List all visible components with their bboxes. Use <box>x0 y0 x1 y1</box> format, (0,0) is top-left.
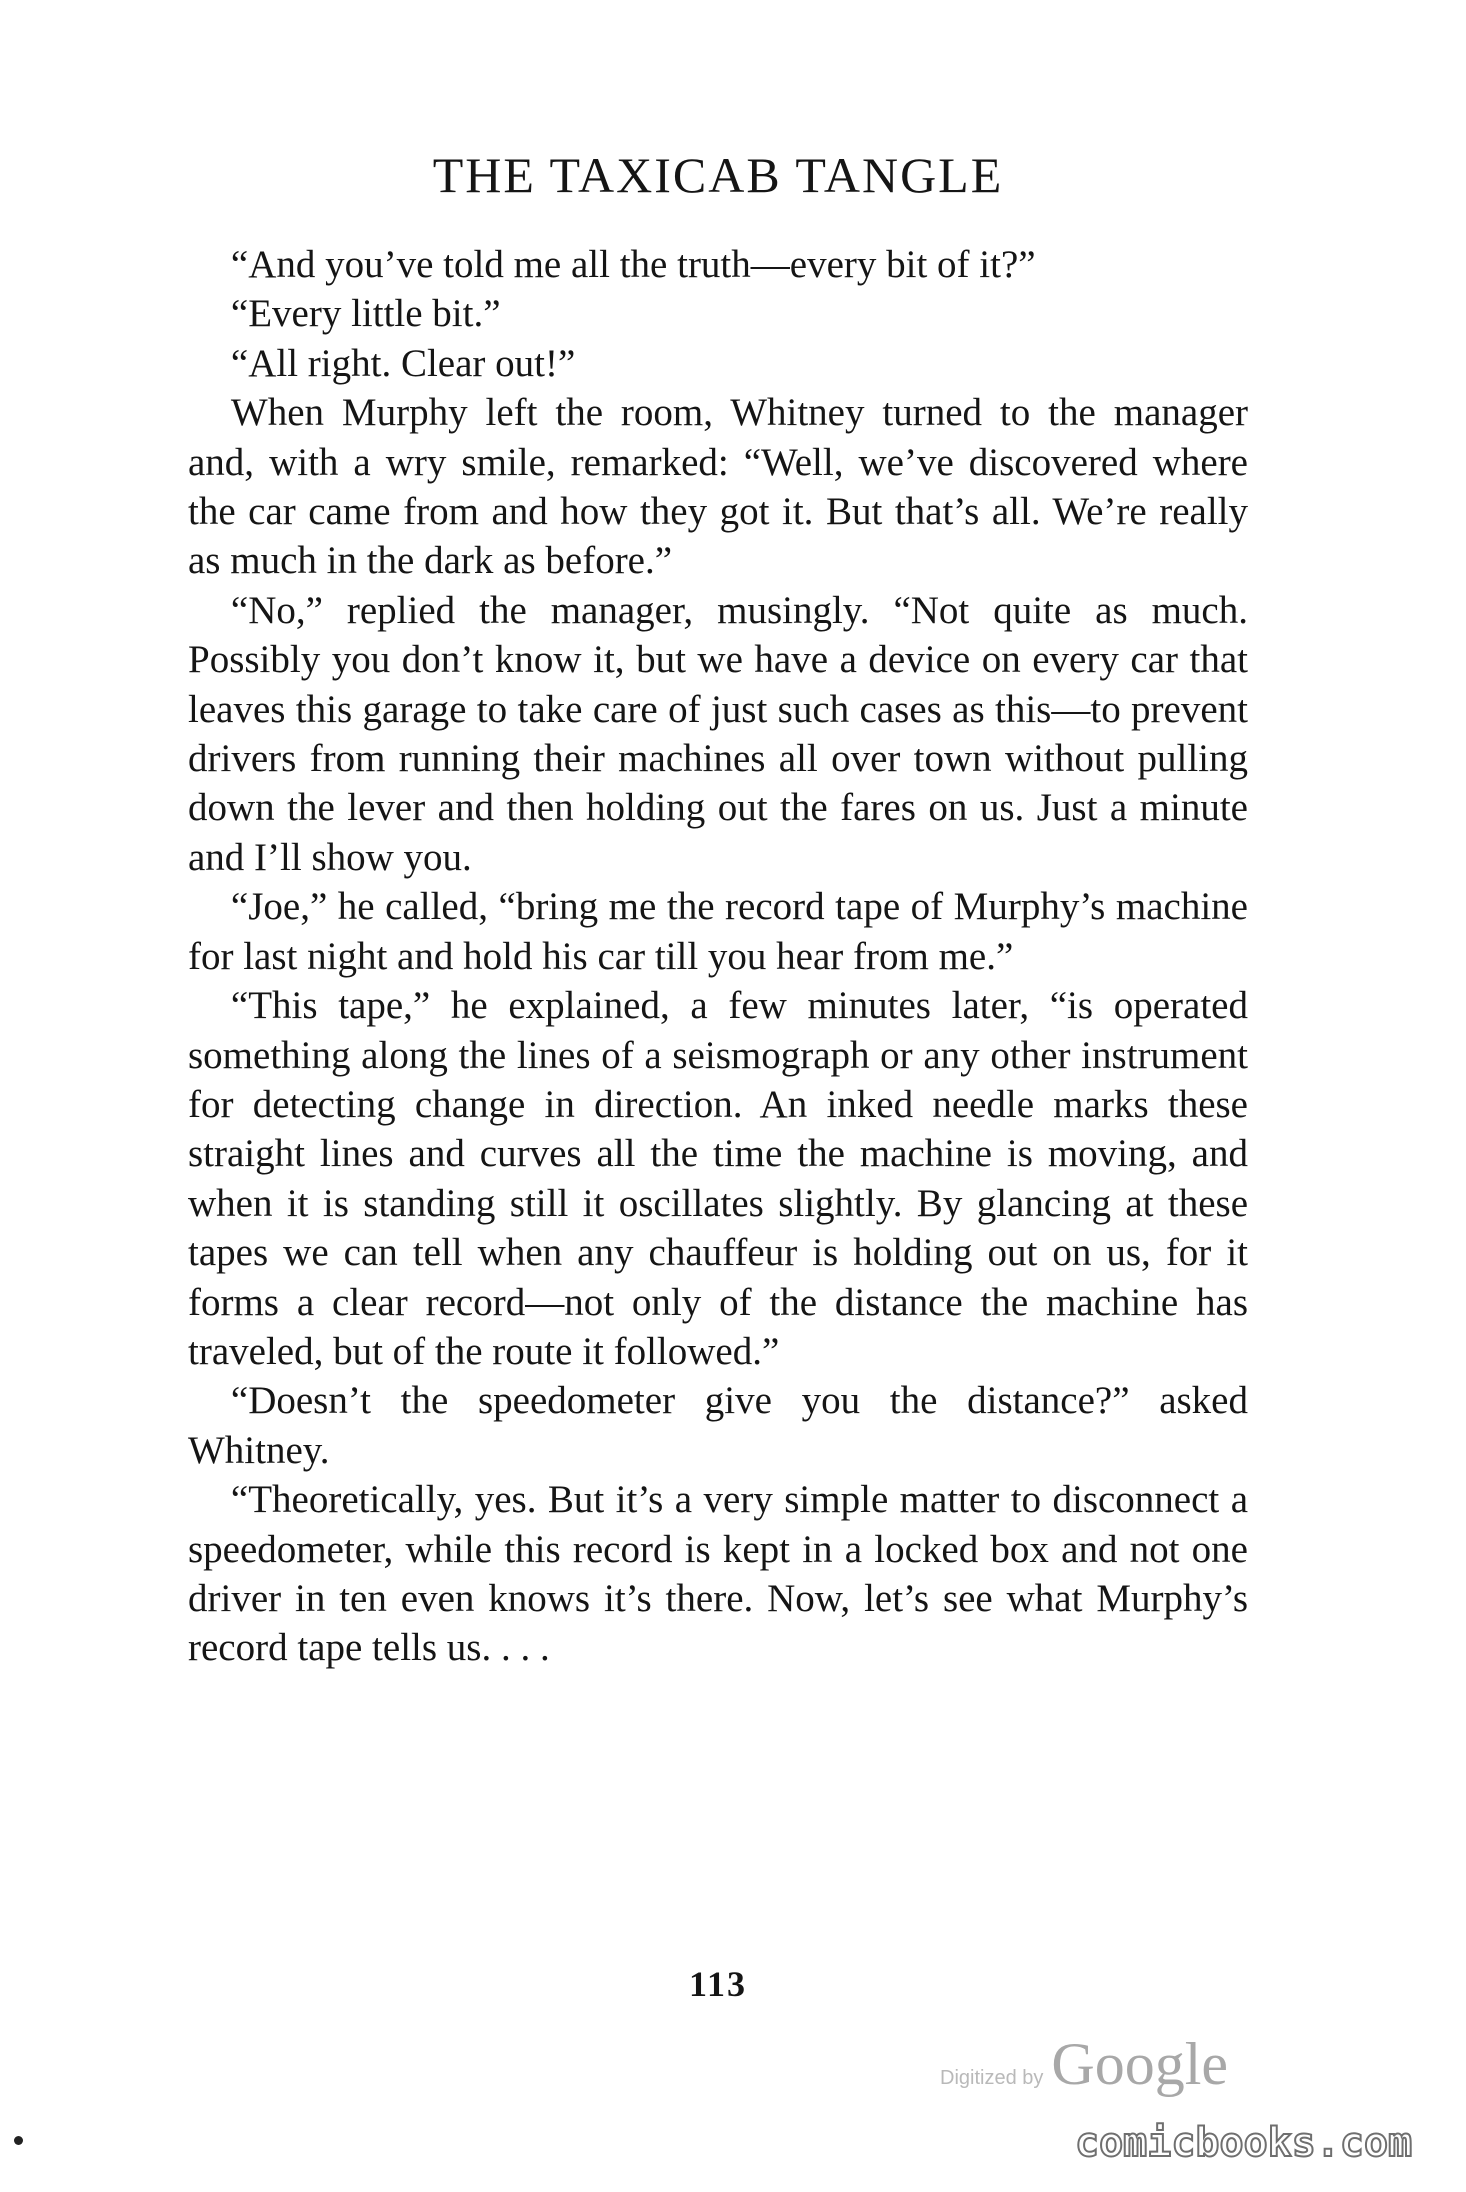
digitized-by-google-watermark <box>940 2030 1320 2110</box>
paragraph: “All right. Clear out!” <box>230 341 576 385</box>
digitized-by-label: Digitized by <box>940 2067 1044 2089</box>
page-number: 113 <box>688 1964 747 2004</box>
paragraph: “Every little bit.” <box>230 292 501 336</box>
running-head: THE TAXICAB TANGLE <box>432 147 1004 203</box>
body-text <box>188 240 1248 1673</box>
paragraph: “No,” replied the manager, musingly. “Not quite as much. Possibly you don’t know it, but we have a device on every car that leaves this garage to take care of just such cases as this—to prevent drivers from running their machines all over town without pulling down the lever and then holding out the fares on us. Just a minute and I’ll show you. <box>188 588 1248 879</box>
paragraph: “And you’ve told me all the truth—every bit of it?” <box>230 243 1036 286</box>
paragraph: “This tape,” he explained, a few minutes later, “is operated something along the lines of a seismograph or any other instrument for detecting change in direction. An inked needle marks these straight lines and curves all the time the machine is moving, and when it is standing still it oscillates slightly. By glancing at these tapes we can tell when any chauffeur is holding out on us, for it forms a clear record—not only of the distance the machine has traveled, but of the route it followed.” <box>188 984 1248 1373</box>
paragraph: When Murphy left the room, Whitney turned to the manager and, with a wry smile, remarked: “Well, we’ve discovered where the car came from and how they got it. But that’s all. We’re really as much in the dark as before.” <box>188 391 1248 583</box>
paragraph: “Joe,” he called, “bring me the record tape of Murphy’s machine for last night and hold his car till you hear from me.” <box>188 885 1248 978</box>
site-watermark: comicbooks.com <box>1075 2120 1413 2166</box>
google-logo-text: Google <box>1051 2031 1229 2097</box>
paragraph: “Doesn’t the speedometer give you the distance?” asked Whitney. <box>188 1379 1248 1472</box>
paragraph: “Theoretically, yes. But it’s a very simple matter to disconnect a speedometer, while this record is kept in a locked box and not one driver in ten even knows it’s there. Now, let’s see what Murphy’s record tape tells us. . . . <box>188 1478 1248 1670</box>
margin-speck <box>14 2136 23 2145</box>
